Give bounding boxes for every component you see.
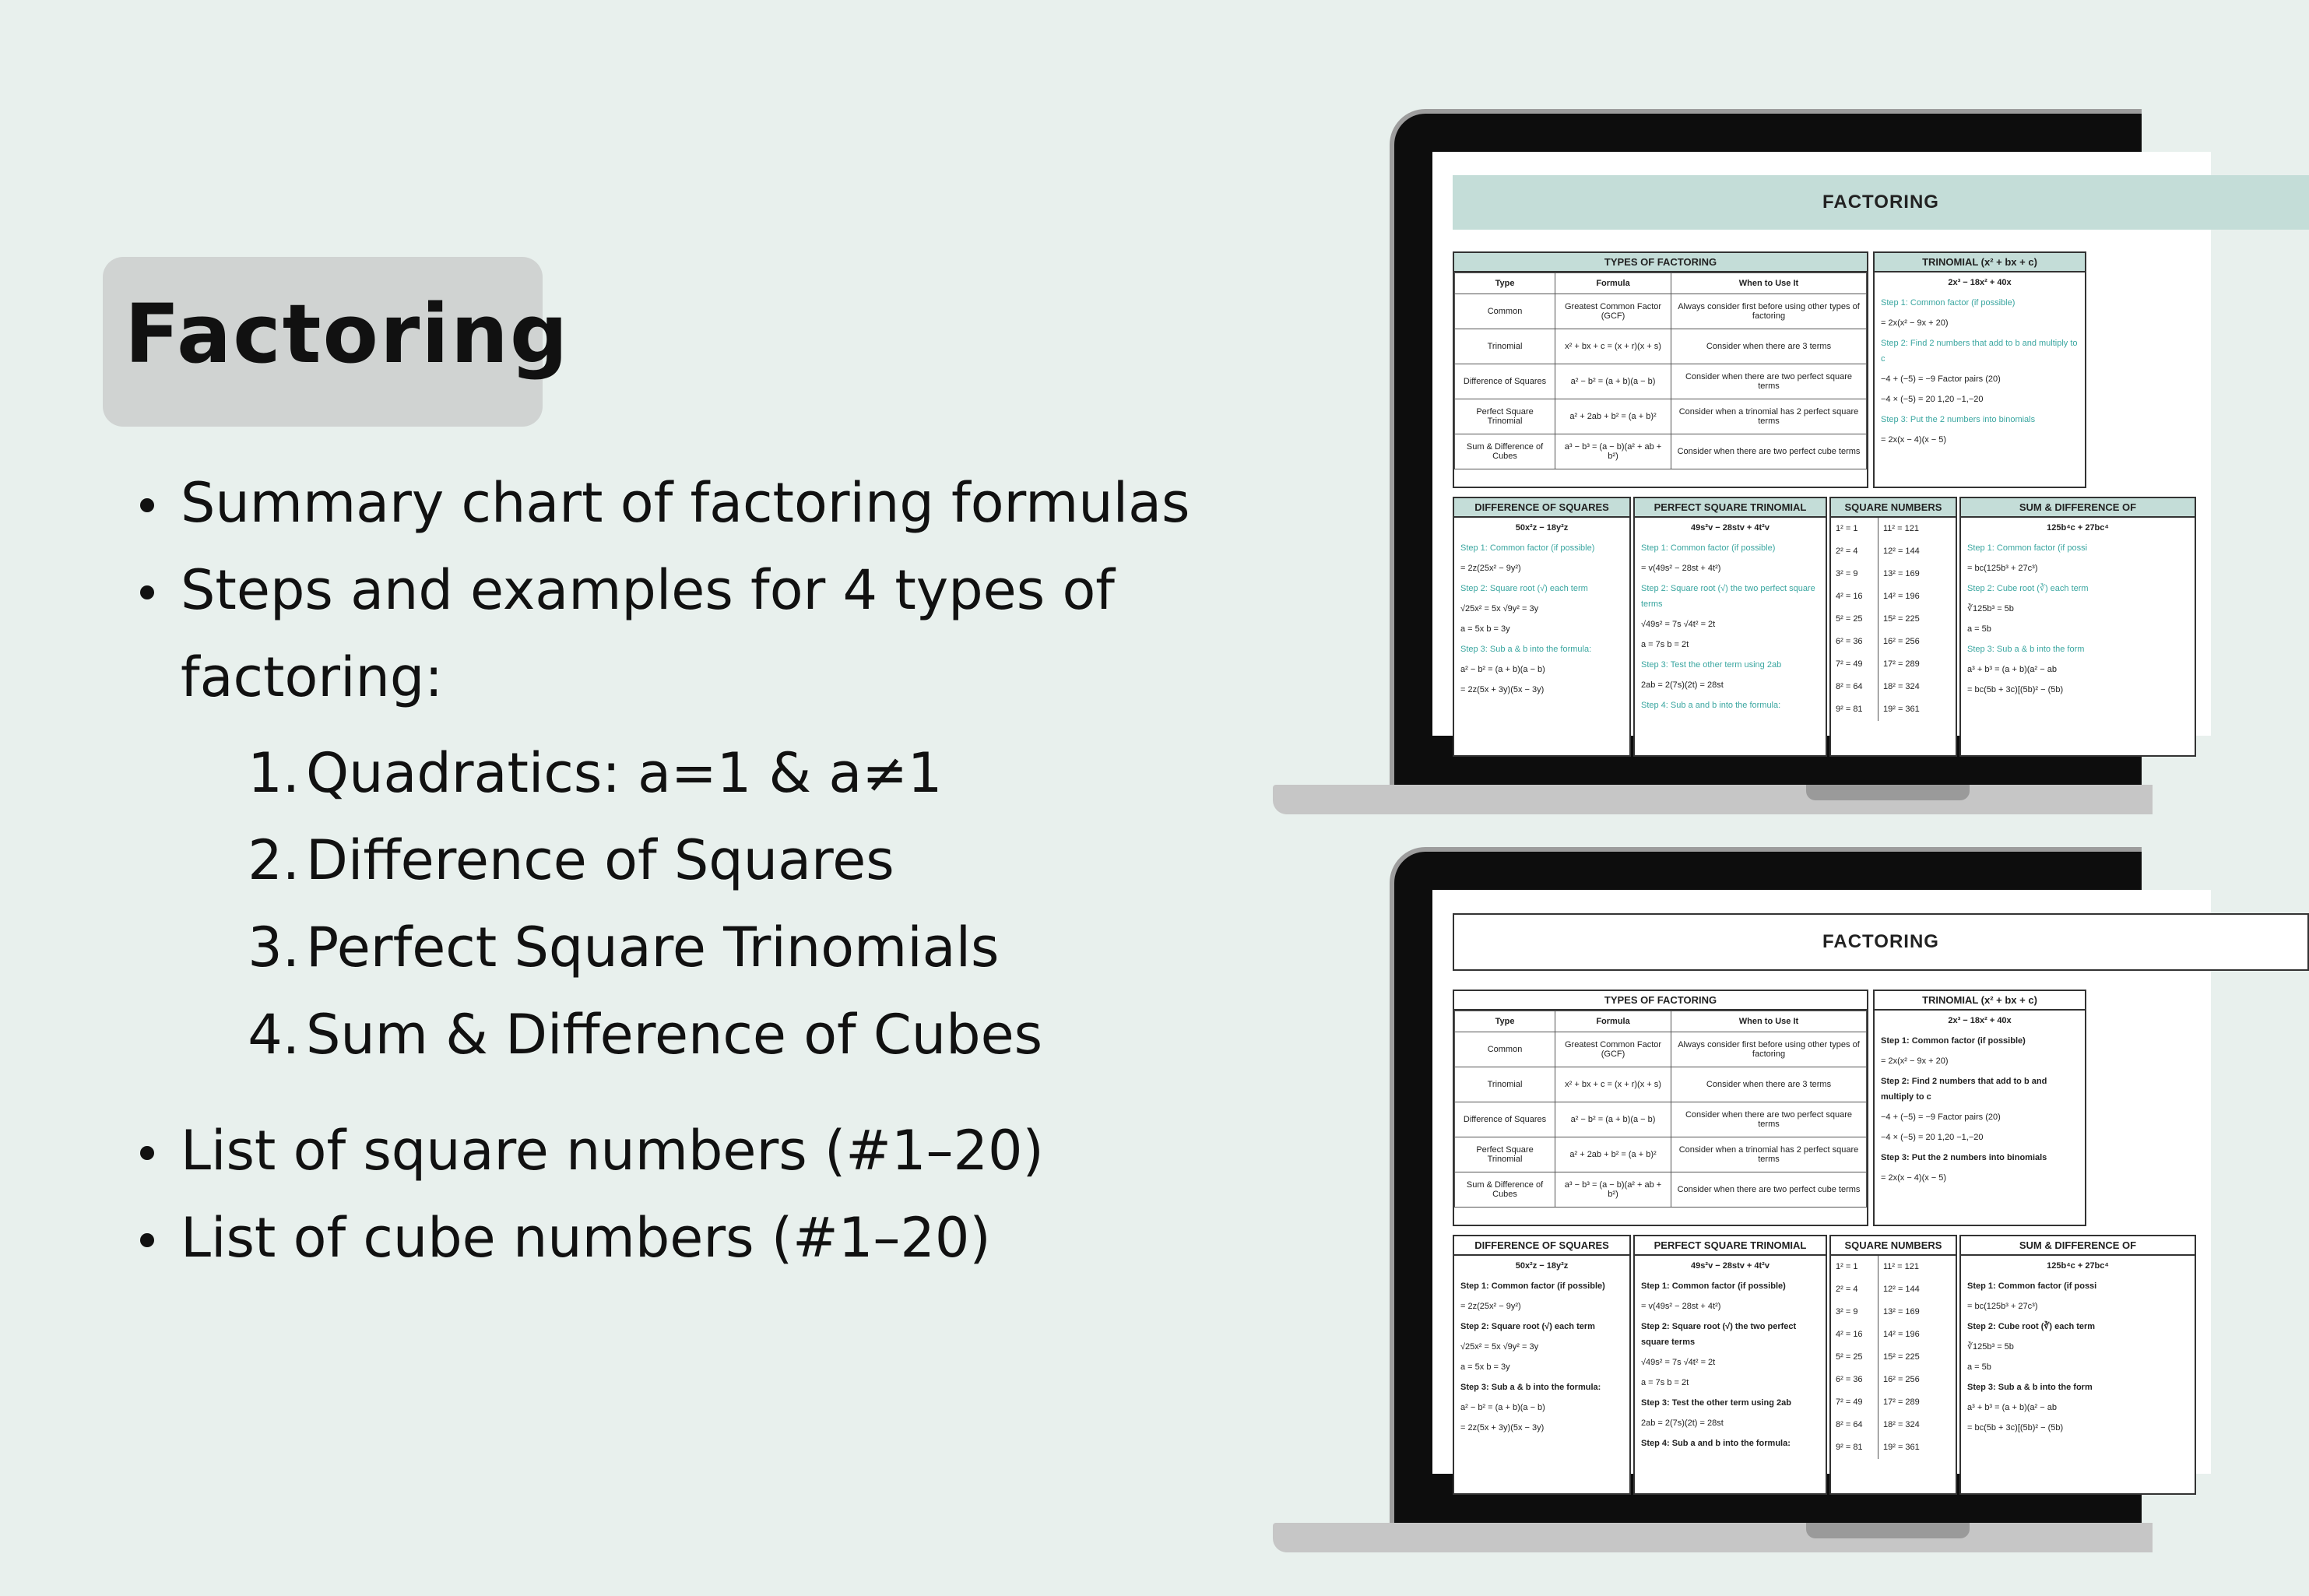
numbered-item: 1. Quadratics: a=1 & a≠1	[248, 741, 943, 805]
numbered-item: 3. Perfect Square Trinomials	[248, 916, 1000, 979]
laptop-base	[1273, 785, 2153, 814]
pst-box: PERFECT SQUARE TRINOMIAL 49s²v − 28stv + 4t²v Step 1: Common factor (if possible) = v(49s² − 28st + 4t²) Step 2: Square root (√) the two perfect square terms √49s² = 7s √4t² = 2t a = 7s b = 2t Step 3: Test the other term using 2ab 2ab = 2(7s)(2t) = 28st Step 4: Sub a and b into the formula:	[1633, 1235, 1827, 1495]
laptop-screen	[1432, 890, 2211, 1474]
laptop-screen	[1432, 152, 2211, 736]
numbered-item: 4. Sum & Difference of Cubes	[248, 1003, 1043, 1067]
dos-box: DIFFERENCE OF SQUARES 50x²z − 18y²z Step 1: Common factor (if possible) = 2z(25x² − 9y²) Step 2: Square root (√) each term √25x² = 5x √9y² = 3y a = 5x b = 3y Step 3: Sub a & b into the formula: a² − b² = (a + b)(a − b) = 2z(5x + 3y)(5x − 3y)	[1453, 1235, 1631, 1495]
types-table: TYPES OF FACTORING Type Formula When to Use It Common Greatest Common Factor (GCF) Always consider first before using other types of factoring Trinomial x² + bx + c = (x + r)(x + s) Consider when there are 3 terms Difference of Squares a² − b² = (a + b)(a − b) Consider when there are two perfect square terms Perfect Square Trinomial a² + 2ab + b² = (a + b)² Consider when a trinomial has 2 perfect square terms Sum & Difference of Cubes a³ − b³ = (a − b)(a² + ab + b²) Consider when there are two perfect cube terms	[1453, 990, 1868, 1226]
trinomial-box: TRINOMIAL (x² + bx + c) 2x³ − 18x² + 40x Step 1: Common factor (if possible) = 2x(x² − 9x + 20) Step 2: Find 2 numbers that add to b and multiply to c −4 + (−5) = −9 Factor pairs (20) −4 × (−5) = 20 1,20 −1,−20 Step 3: Put the 2 numbers into binomials = 2x(x − 4)(x − 5)	[1873, 990, 2086, 1226]
page-title: Factoring	[125, 287, 570, 381]
bullet-item: List of square numbers (#1–20)	[132, 1107, 1044, 1194]
sheet-banner: FACTORING	[1453, 175, 2309, 230]
bullet-item: Summary chart of factoring formulas	[132, 459, 1190, 547]
types-table: TYPES OF FACTORING Type Formula When to Use It Common Greatest Common Factor (GCF) Always consider first before using other types of factoring Trinomial x² + bx + c = (x + r)(x + s) Consider when there are 3 terms Difference of Squares a² − b² = (a + b)(a − b) Consider when there are two perfect square terms Perfect Square Trinomial a² + 2ab + b² = (a + b)² Consider when a trinomial has 2 perfect square terms Sum & Difference of Cubes a³ − b³ = (a − b)(a² + ab + b²) Consider when there are two perfect cube terms	[1453, 251, 1868, 488]
sheet-banner: FACTORING	[1453, 913, 2309, 971]
square-numbers-box: SQUARE NUMBERS 1² = 1 2² = 4 3² = 9 4² = 16 5² = 25 6² = 36 7² = 49 8² = 64 9² = 81 11² = 121 12² = 144 13² = 169 14² = 196 15² = 225 16² = 256 17² = 289 18² = 324 19² = 361	[1829, 1235, 1957, 1495]
trinomial-box: TRINOMIAL (x² + bx + c) 2x³ − 18x² + 40x Step 1: Common factor (if possible) = 2x(x² − 9x + 20) Step 2: Find 2 numbers that add to b and multiply to c −4 + (−5) = −9 Factor pairs (20) −4 × (−5) = 20 1,20 −1,−20 Step 3: Put the 2 numbers into binomials = 2x(x − 4)(x − 5)	[1873, 251, 2086, 488]
square-numbers-box: SQUARE NUMBERS 1² = 1 2² = 4 3² = 9 4² = 16 5² = 25 6² = 36 7² = 49 8² = 64 9² = 81 11² = 121 12² = 144 13² = 169 14² = 196 15² = 225 16² = 256 17² = 289 18² = 324 19² = 361	[1829, 497, 1957, 757]
title-box	[103, 257, 570, 427]
laptop-base	[1273, 1523, 2153, 1552]
laptop-notch	[1806, 1523, 1970, 1538]
factoring-sheet	[1453, 175, 2309, 714]
dos-box: DIFFERENCE OF SQUARES 50x²z − 18y²z Step 1: Common factor (if possible) = 2z(25x² − 9y²) Step 2: Square root (√) each term √25x² = 5x √9y² = 3y a = 5x b = 3y Step 3: Sub a & b into the formula: a² − b² = (a + b)(a − b) = 2z(5x + 3y)(5x − 3y)	[1453, 497, 1631, 757]
cubes-box: SUM & DIFFERENCE OF 125b⁴c + 27bc⁴ Step 1: Common factor (if possi = bc(125b³ + 27c³) Step 2: Cube root (∛) each term ∛125b³ = 5b a = 5b Step 3: Sub a & b into the form a³ + b³ = (a + b)(a² − ab = bc(5b + 3c)[(5b)² − (5b)	[1959, 497, 2196, 757]
feature-list-2	[132, 1107, 1044, 1281]
bullet-item: Steps and examples for 4 types of factoring:	[132, 547, 1138, 721]
factoring-sheet-bw	[1453, 913, 2309, 1452]
numbered-item: 2. Difference of Squares	[248, 828, 894, 892]
cubes-box: SUM & DIFFERENCE OF 125b⁴c + 27bc⁴ Step 1: Common factor (if possi = bc(125b³ + 27c³) Step 2: Cube root (∛) each term ∛125b³ = 5b a = 5b Step 3: Sub a & b into the form a³ + b³ = (a + b)(a² − ab = bc(5b + 3c)[(5b)² − (5b)	[1959, 1235, 2196, 1495]
laptop-notch	[1806, 785, 1970, 800]
feature-list	[132, 459, 1190, 721]
bullet-item: List of cube numbers (#1–20)	[132, 1194, 1044, 1281]
pst-box: PERFECT SQUARE TRINOMIAL 49s²v − 28stv + 4t²v Step 1: Common factor (if possible) = v(49s² − 28st + 4t²) Step 2: Square root (√) the two perfect square terms √49s² = 7s √4t² = 2t a = 7s b = 2t Step 3: Test the other term using 2ab 2ab = 2(7s)(2t) = 28st Step 4: Sub a and b into the formula:	[1633, 497, 1827, 757]
